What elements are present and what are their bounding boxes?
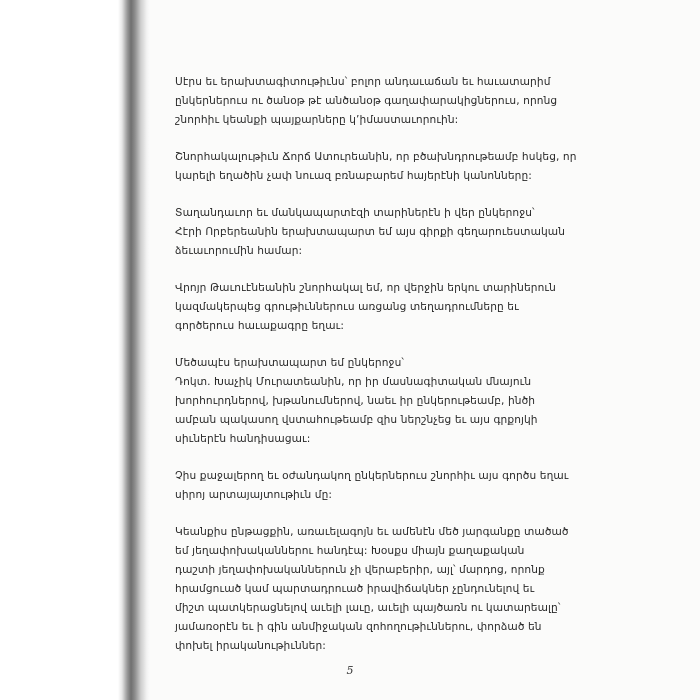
text-line: Կեանքիս ընթացքին, առաւելագոյն եւ ամենէն մեծ յարգանքը տածած — [175, 526, 569, 538]
text-line: Մեծապէս երախտապարտ եմ ընկերոջս՝ — [175, 357, 405, 369]
page-number: 5 — [346, 664, 354, 677]
text-line: կարելի եղածին չափ նուազ բռնաբարեմ հայերէնի կանոնները: — [175, 170, 532, 182]
text-line: Տաղանդաւոր եւ մանկապարտէզի տարիներէն ի վեր ընկերոջս՝ — [175, 207, 535, 219]
text-line: փոխել իրականութիւններ: — [175, 640, 326, 652]
paragraph-thanks-doctor — [175, 354, 575, 449]
paragraph-thanks-designer — [175, 204, 575, 261]
paragraph-thanks-organizer — [175, 279, 575, 336]
text-line: Չիս քաջալերող եւ օժանդակող ընկերներուս շնորհիւ այս գործս եղաւ — [175, 470, 569, 482]
text-line: գործերուս հաւաքագրը եղաւ: — [175, 320, 345, 332]
text-line: սիրոյ արտայայտութիւն մը: — [175, 489, 333, 501]
text-line: ձեւաւորումին համար: — [175, 245, 303, 257]
text-line: հրամցուած կամ պարտադրուած իրավիճակներ չընդունելով եւ — [175, 583, 535, 595]
paragraph-thanks-editor — [175, 148, 575, 186]
paragraph-supporters — [175, 467, 575, 505]
text-line: շնորհիւ կեանքի պայքարները կ՚իմաստաւորուին: — [175, 114, 459, 126]
text-line: եմ յեղափոխականներու հանդէպ: Խօսքս միայն քաղաքական — [175, 545, 525, 557]
paragraph-revolutionaries — [175, 523, 575, 656]
text-line: Վրոյր Թաւուէնեանին շնորհակալ եմ, որ վերջին երկու տարիներուն — [175, 282, 556, 294]
text-line: կազմակերպեց գրութիւններուս առցանց տեղադրումները եւ — [175, 301, 519, 313]
book-gutter-shadow — [0, 0, 150, 700]
text-line: Դոկտ. Խաչիկ Մուրատեանին, որ իր մասնագիտական մնայուն — [175, 376, 532, 388]
body-text — [175, 73, 575, 674]
text-line: սիւներէն հանդիսացաւ: — [175, 433, 311, 445]
text-line: ամբան պակասող վստահութեամբ զիս ներշնչեց եւ այս գրքոյկի — [175, 414, 538, 426]
book-page — [150, 0, 700, 700]
paragraph-gratitude-friends — [175, 73, 575, 130]
text-line: յամառօրէն եւ ի գին անմիջական զոհողութիւններու, փորձած են — [175, 621, 542, 633]
text-line: Շնորհակալութիւն Ճորճ Ատուրեանին, որ բծախնդրութեամբ հսկեց, որ — [175, 151, 577, 163]
text-line: միշտ պատկերացնելով աւելի լաւը, աւելի պայծառն ու կատարեալը՝ — [175, 602, 561, 614]
text-line: ընկերներուս ու ծանօթ թէ անծանօթ գաղափարակիցներուս, որոնց — [175, 95, 558, 107]
text-line: Հէրի Որբերեանին երախտապարտ եմ այս գիրքի գեղարուեստական — [175, 226, 566, 238]
text-line: դաշտի յեղափոխականներուն չի վերաբերիր, այլ՝ մարդոց, որոնք — [175, 564, 545, 576]
text-line: խորհուրդներով, խթանումներով, նաեւ իր ընկերութեամբ, ինծի — [175, 395, 536, 407]
text-line: Սէրս եւ երախտագիտութիւնս՝ բոլոր անդաւաճան եւ հաւատարիմ — [175, 76, 551, 88]
